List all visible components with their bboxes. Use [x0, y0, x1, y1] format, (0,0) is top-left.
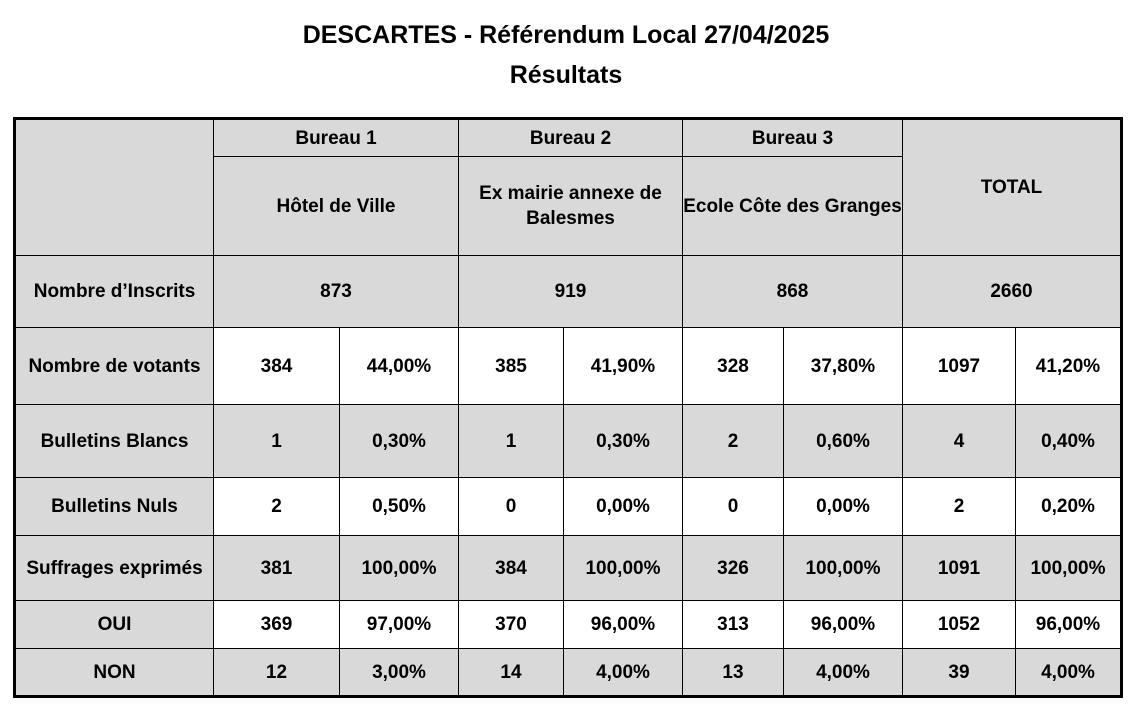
table-cell: 370 — [459, 601, 564, 649]
table-cell: 96,00% — [784, 601, 903, 649]
table-cell: 385 — [459, 328, 564, 405]
bureau-2-location: Ex mairie annexe de Balesmes — [459, 157, 683, 256]
table-cell: 0,30% — [564, 405, 683, 478]
table-cell: 1 — [214, 405, 340, 478]
table-cell: 2 — [683, 405, 784, 478]
table-cell: 100,00% — [564, 536, 683, 601]
table-cell: 100,00% — [784, 536, 903, 601]
table-cell: 2 — [903, 478, 1016, 536]
bureau-2-header: Bureau 2 — [459, 119, 683, 157]
page-title: DESCARTES - Référendum Local 27/04/2025 — [302, 21, 830, 49]
table-cell: 4 — [903, 405, 1016, 478]
table-cell: 868 — [683, 256, 903, 328]
bureau-1-location: Hôtel de Ville — [214, 157, 459, 256]
table-cell: 100,00% — [340, 536, 459, 601]
table-cell: 96,00% — [1016, 601, 1122, 649]
row-label: Nombre de votants — [15, 328, 214, 405]
table-cell: 0,60% — [784, 405, 903, 478]
bureau-1-header: Bureau 1 — [214, 119, 459, 157]
row-label: Nombre d’Inscrits — [15, 256, 214, 328]
table-cell: 41,20% — [1016, 328, 1122, 405]
table-cell: 326 — [683, 536, 784, 601]
table-cell: 2660 — [903, 256, 1122, 328]
table-cell: 2 — [214, 478, 340, 536]
table-row — [15, 478, 1122, 536]
table-cell: 384 — [459, 536, 564, 601]
table-cell: 0,40% — [1016, 405, 1122, 478]
table-cell: 41,90% — [564, 328, 683, 405]
table-row — [15, 328, 1122, 405]
table-cell: 919 — [459, 256, 683, 328]
table-cell: 873 — [214, 256, 459, 328]
table-cell: 4,00% — [784, 649, 903, 697]
table-row — [15, 405, 1122, 478]
table-cell: 381 — [214, 536, 340, 601]
table-row — [15, 649, 1122, 697]
table-row — [15, 601, 1122, 649]
table-cell: 328 — [683, 328, 784, 405]
table-cell: 97,00% — [340, 601, 459, 649]
table-cell: 1097 — [903, 328, 1016, 405]
table-cell: 1 — [459, 405, 564, 478]
page-subtitle: Résultats — [509, 61, 623, 89]
total-header: TOTAL — [903, 119, 1122, 256]
table-cell: 0 — [683, 478, 784, 536]
table-cell: 44,00% — [340, 328, 459, 405]
row-label: Bulletins Nuls — [15, 478, 214, 536]
table-cell: 1052 — [903, 601, 1016, 649]
table-cell: 0,00% — [564, 478, 683, 536]
row-label: NON — [15, 649, 214, 697]
table-cell: 14 — [459, 649, 564, 697]
table-cell: 313 — [683, 601, 784, 649]
table-cell: 0,00% — [784, 478, 903, 536]
bureau-3-header: Bureau 3 — [683, 119, 903, 157]
table-cell: 0,50% — [340, 478, 459, 536]
row-label: Bulletins Blancs — [15, 405, 214, 478]
results-table — [13, 117, 1123, 698]
table-cell: 1091 — [903, 536, 1016, 601]
row-label: OUI — [15, 601, 214, 649]
table-row-inscrits — [15, 256, 1122, 328]
table-cell: 369 — [214, 601, 340, 649]
table-cell: 4,00% — [564, 649, 683, 697]
table-cell: 96,00% — [564, 601, 683, 649]
table-row — [15, 536, 1122, 601]
table-cell: 0,20% — [1016, 478, 1122, 536]
table-cell: 384 — [214, 328, 340, 405]
row-label: Suffrages exprimés — [15, 536, 214, 601]
table-cell: 13 — [683, 649, 784, 697]
table-cell: 37,80% — [784, 328, 903, 405]
table-cell: 39 — [903, 649, 1016, 697]
table-cell: 4,00% — [1016, 649, 1122, 697]
table-cell: 12 — [214, 649, 340, 697]
table-cell: 0,30% — [340, 405, 459, 478]
table-cell: 100,00% — [1016, 536, 1122, 601]
bureau-3-location: Ecole Côte des Granges — [683, 157, 903, 256]
corner-cell — [15, 119, 214, 256]
table-cell: 3,00% — [340, 649, 459, 697]
table-cell: 0 — [459, 478, 564, 536]
